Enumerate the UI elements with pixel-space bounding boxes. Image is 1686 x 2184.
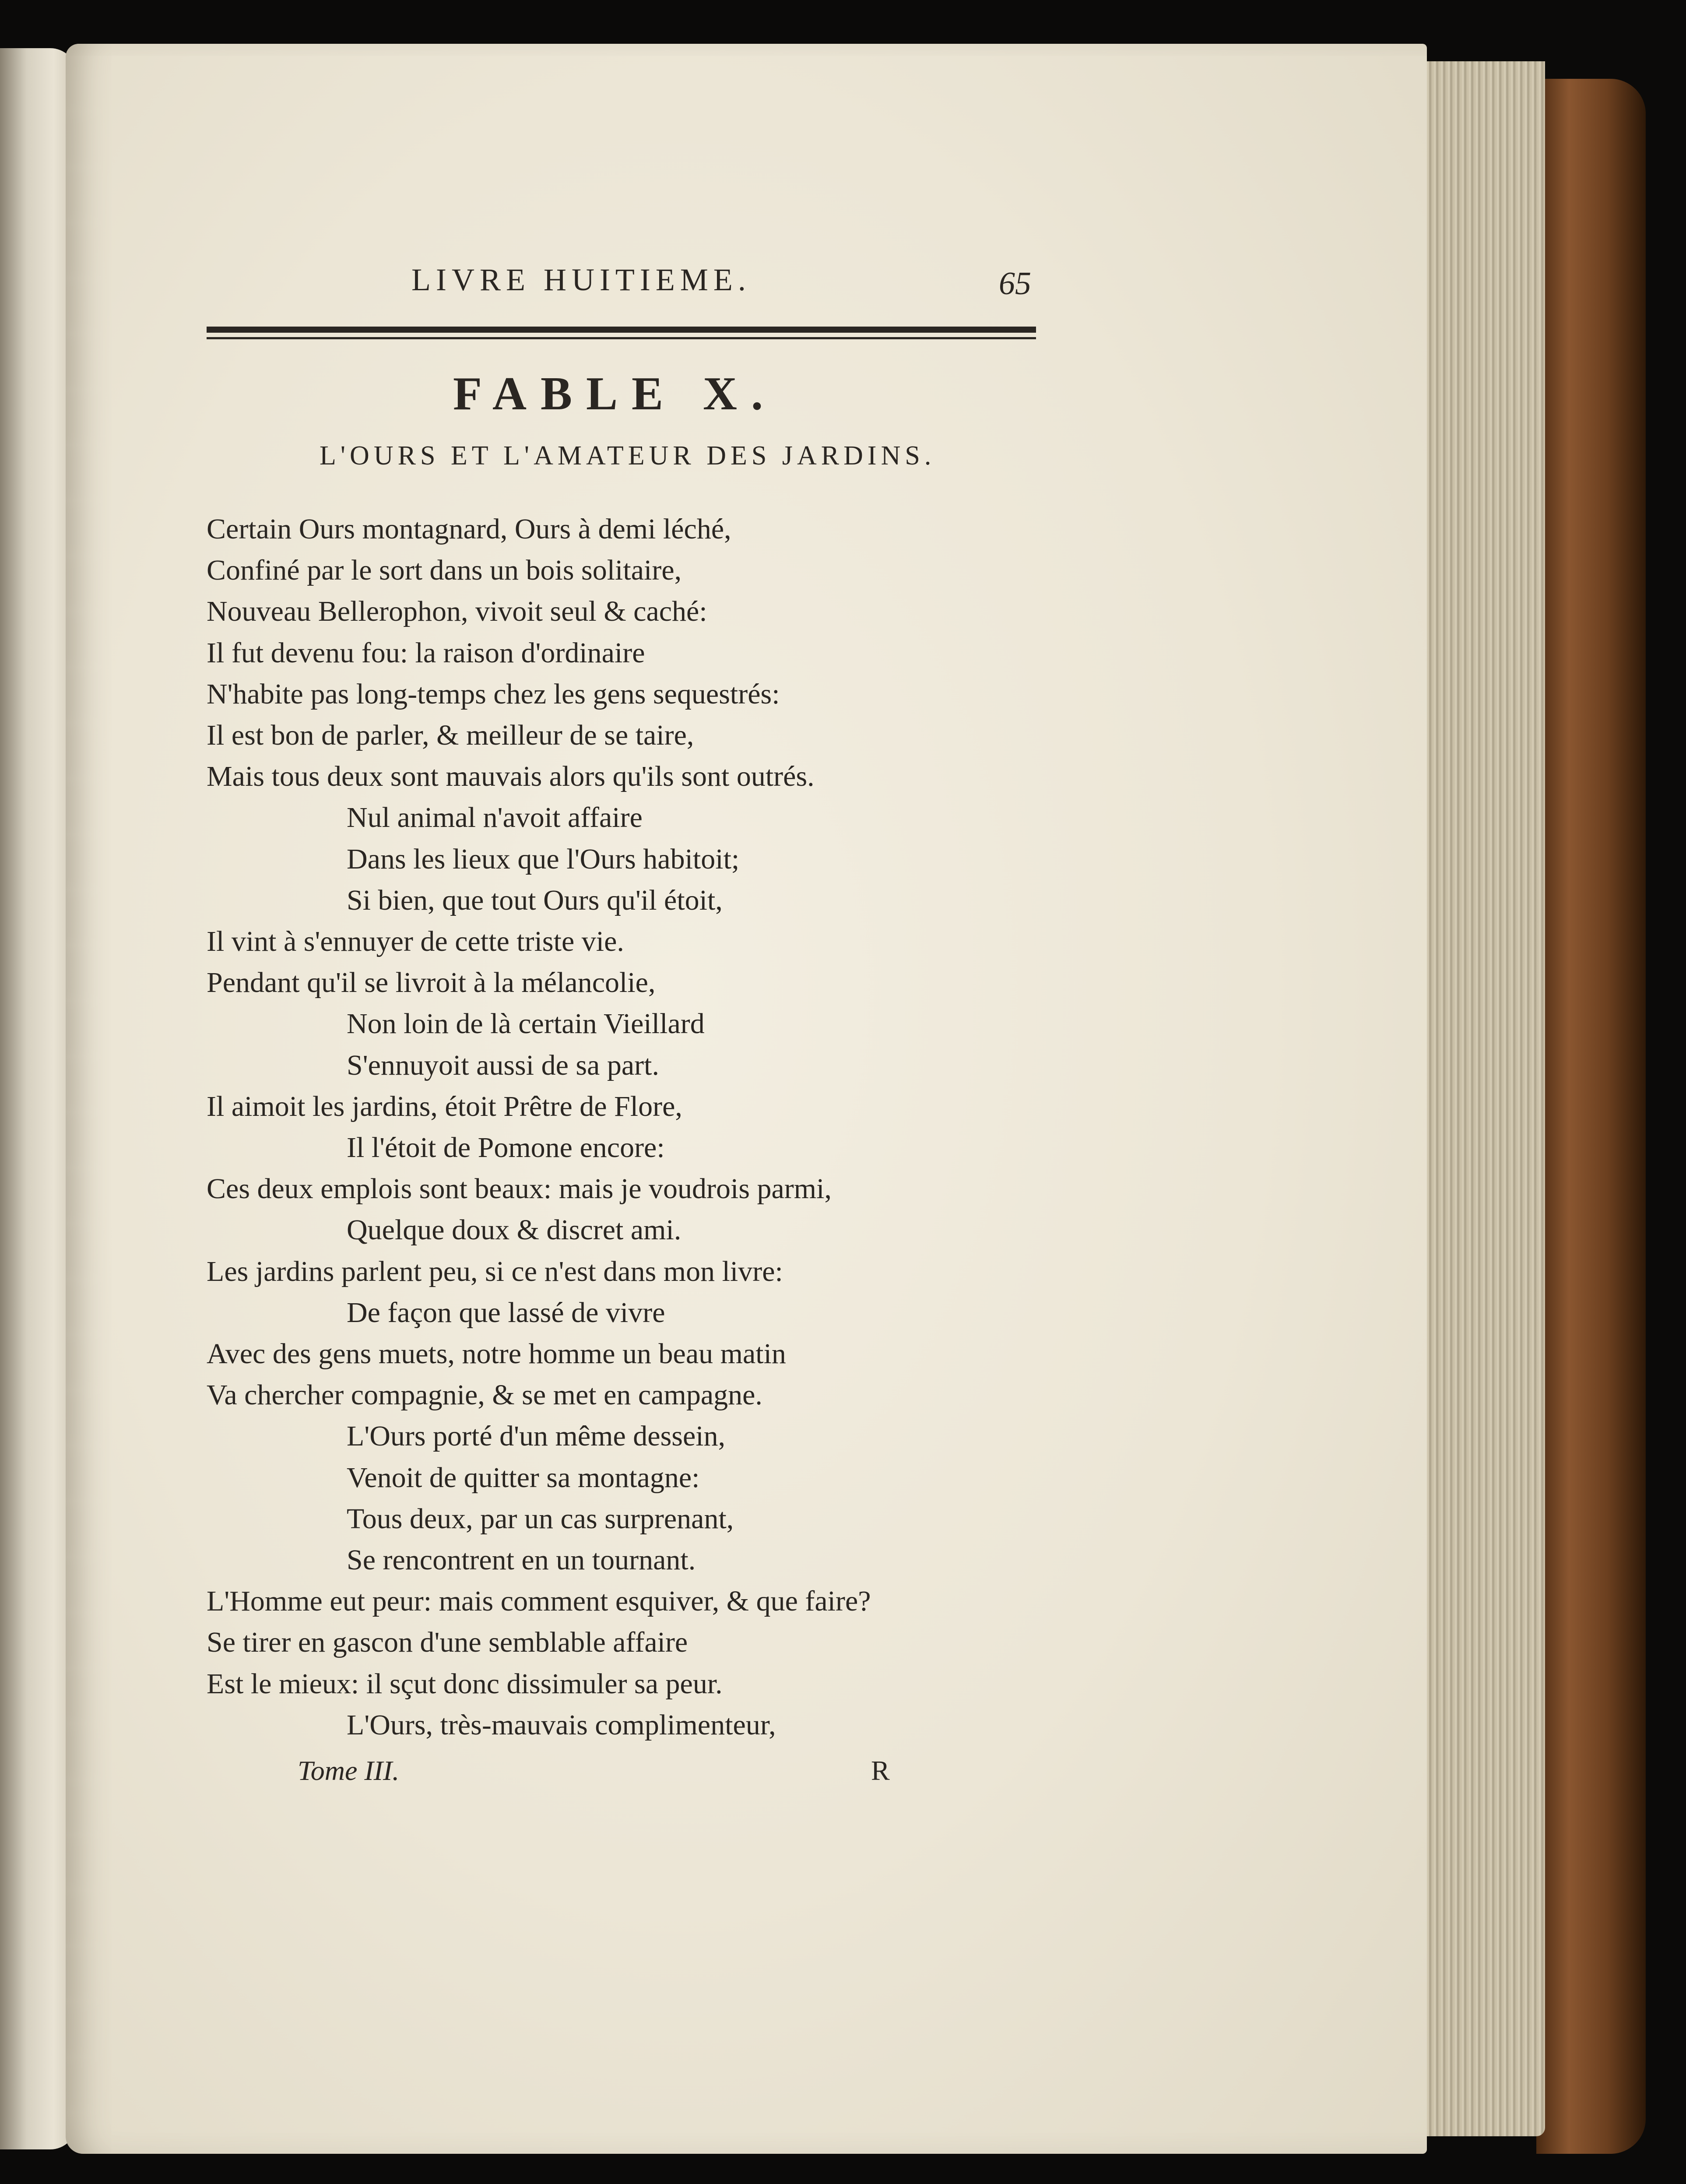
verse-line: N'habite pas long-temps chez les gens sequestrés:	[207, 678, 780, 710]
header-rule-thick	[207, 327, 1036, 333]
verse-line: Il aimoit les jardins, étoit Prêtre de Flore,	[207, 1090, 682, 1122]
verse-line: Tous deux, par un cas surprenant,	[347, 1503, 734, 1535]
verse-line: Se tirer en gascon d'une semblable affaire	[207, 1626, 688, 1658]
page-number: 65	[999, 266, 1031, 302]
verse-line: L'Homme eut peur: mais comment esquiver, & que faire?	[207, 1585, 871, 1617]
fable-subtitle: L'OURS ET L'AMATEUR DES JARDINS.	[320, 441, 936, 471]
verse-line: Venoit de quitter sa montagne:	[347, 1462, 700, 1494]
previous-page-edge	[0, 48, 77, 2149]
verse-line: Confiné par le sort dans un bois solitaire,	[207, 554, 682, 586]
fable-title: FABLE X.	[453, 368, 777, 420]
verse-line: Il vint à s'ennuyer de cette triste vie.	[207, 925, 624, 957]
verse-line: De façon que lassé de vivre	[347, 1297, 665, 1329]
verse-line: Ces deux emplois sont beaux: mais je voudrois parmi,	[207, 1173, 832, 1205]
verse-line: Non loin de là certain Vieillard	[347, 1008, 705, 1040]
verse-line: Se rencontrent en un tournant.	[347, 1544, 696, 1576]
verse-line: Si bien, que tout Ours qu'il étoit,	[347, 884, 723, 916]
signature-mark: R	[871, 1755, 890, 1786]
running-head: LIVRE HUITIEME.	[411, 262, 751, 297]
verse-line: L'Ours, très-mauvais complimenteur,	[347, 1709, 776, 1741]
verse-line: Va chercher compagnie, & se met en campagne.	[207, 1379, 762, 1411]
verse-line: Nouveau Bellerophon, vivoit seul & caché:	[207, 595, 707, 627]
page-block-edges	[1412, 61, 1545, 2136]
verse-line: Avec des gens muets, notre homme un beau matin	[207, 1338, 786, 1370]
verse-line: Est le mieux: il sçut donc dissimuler sa peur.	[207, 1668, 723, 1700]
verse-line: S'ennuyoit aussi de sa part.	[347, 1049, 659, 1081]
verse-line: Pendant qu'il se livroit à la mélancolie,	[207, 967, 656, 999]
header-rule-thin	[207, 337, 1036, 339]
verse-line: Il est bon de parler, & meilleur de se taire,	[207, 719, 694, 751]
verse-line: Certain Ours montagnard, Ours à demi léché,	[207, 513, 731, 545]
leather-binding	[1536, 79, 1646, 2154]
verse-line: Quelque doux & discret ami.	[347, 1214, 681, 1246]
verse-line: Il fut devenu fou: la raison d'ordinaire	[207, 637, 645, 669]
verse-line: Mais tous deux sont mauvais alors qu'ils sont outrés.	[207, 760, 815, 792]
verse-line: Nul animal n'avoit affaire	[347, 802, 643, 834]
verse-line: L'Ours porté d'un même dessein,	[347, 1420, 726, 1452]
verse-line: Il l'étoit de Pomone encore:	[347, 1132, 665, 1164]
volume-label: Tome III.	[298, 1755, 400, 1786]
verse-line: Les jardins parlent peu, si ce n'est dans mon livre:	[207, 1256, 783, 1287]
verse-line: Dans les lieux que l'Ours habitoit;	[347, 843, 740, 875]
